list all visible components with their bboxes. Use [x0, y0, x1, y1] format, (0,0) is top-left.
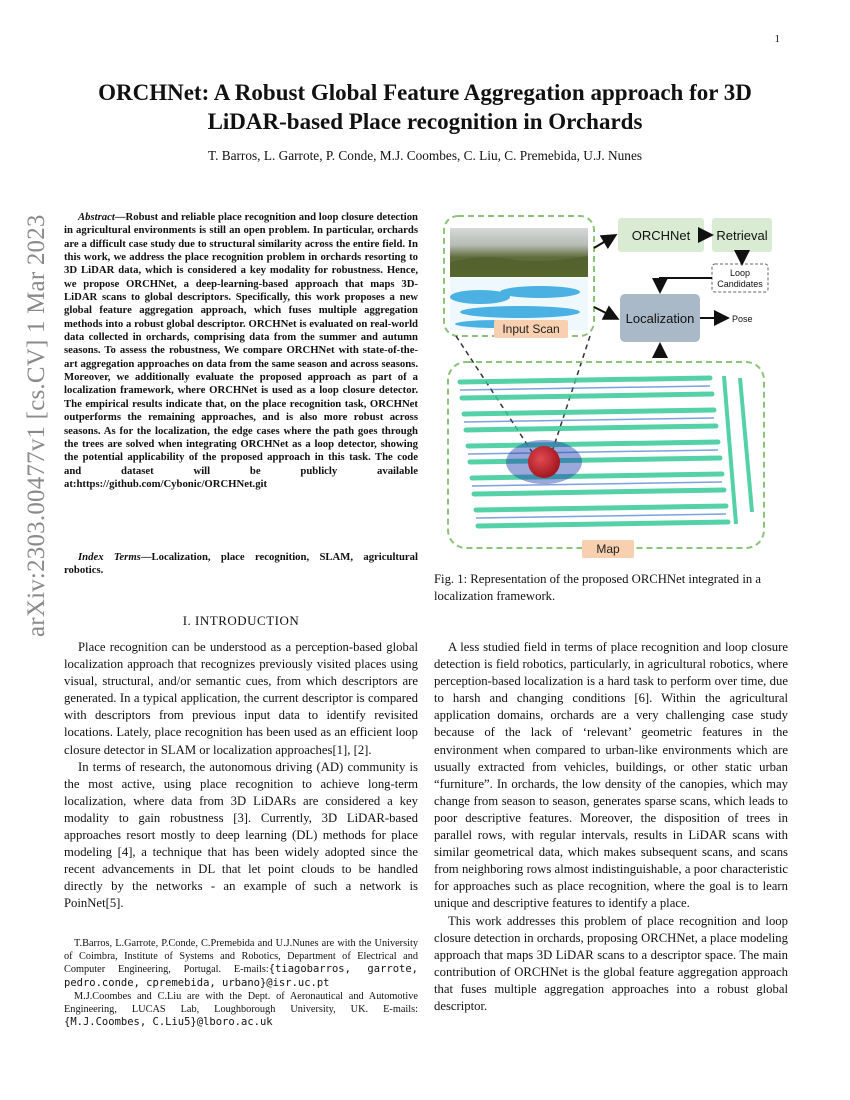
retrieval-label: Retrieval — [716, 228, 768, 243]
right-paragraph-1: A less studied field in terms of place recognition and loop closure detection is field robotics, particularly, in agricultural robotics, where perception-based localization is a hard task to perform over time, due to harsh and changing conditions [6]. Within the agricultural application domains, orchards are a very challenging case study because of the lack of ‘relevant’ geometric features in the environment when compared to urban-like environments which are usually extracted from vehicles, buildings, or other static urban “furniture”. In orchards, the low density of the canopies, which may change from season to season, generates sparse scans, which leads to poor descriptive features. Moreover, the disposition of trees in parallel rows, with regular intervals, results in LiDAR scans with similar geometrical data, which makes subsequent scans, and scans from neighboring rows almost indistinguishable, a poor characteristic for approaches such as place recognition, where the goal is to learn unique and descriptive features to identify a place. — [434, 640, 788, 911]
intro-paragraph-2: In terms of research, the autonomous driving (AD) community is the most active, using place recognition to achieve long-term localization, where data from 3D LiDARs are considered a key modality to gain robustness [3]. Currently, 3D LiDAR-based approaches resort mostly to deep learning (DL) methods for place modeling [4], a technique that has been widely adopted since the recent advancements in DL that let point clouds to be handled directly by the networks - an example of such a network is PoinNet[5]. — [64, 759, 418, 911]
arxiv-identifier: arXiv:2303.00477v1 [cs.CV] 1 Mar 2023 — [23, 214, 50, 637]
localization-label: Localization — [625, 311, 695, 326]
map-label: Map — [596, 542, 620, 556]
footnote-coimbra-emails-label: E-mails: — [233, 964, 269, 976]
title-line-1: ORCHNet: A Robust Global Feature Aggregation approach for 3D — [98, 80, 752, 105]
footnote-loughborough-emails: {M.J.Coombes, C.Liu5}@lboro.ac.uk — [64, 1016, 273, 1029]
pose-label: Pose — [732, 314, 753, 324]
right-column-text — [434, 639, 788, 1015]
footnote-loughborough-emails-label: E-mails: — [383, 1003, 418, 1015]
footnote-coimbra-text: T.Barros, L.Garrote, P.Conde, C.Premebida and U.J.Nunes are with the University of Coimbra, Institute of Systems and Robotics, Department of Electrical and Computer Engineering, Portugal. — [64, 938, 418, 976]
right-paragraph-2: This work addresses this problem of place recognition and loop closure detection in orchards, proposing ORCHNet, a place modeling approach that maps 3D LiDAR scans to a descriptor space. The main contribution of ORCHNet is the global feature aggregation approach that fuses multiple aggregation approaches into a robust global descriptor. — [434, 913, 788, 1013]
orchnet-label: ORCHNet — [631, 228, 691, 243]
index-terms — [64, 551, 418, 578]
footnote-loughborough — [64, 991, 418, 1030]
figure-1-caption: Fig. 1: Representation of the proposed ORCHNet integrated in a localization framework. — [434, 572, 761, 603]
author-list: T. Barros, L. Garrote, P. Conde, M.J. Coombes, C. Liu, C. Premebida, U.J. Nunes — [207, 148, 643, 163]
introduction-text — [64, 639, 418, 913]
index-terms-text: —Localization, place recognition, SLAM, agricultural robotics. — [64, 551, 418, 577]
paper-title — [60, 78, 790, 136]
figure-1 — [440, 212, 780, 564]
footnote-loughborough-text: M.J.Coombes and C.Liu are with the Dept. of Aeronautical and Automotive Engineering, LUCAS Lab, Loughborough University, UK. — [64, 990, 418, 1015]
abstract-label: Abstract — [78, 211, 115, 223]
intro-paragraph-1: Place recognition can be understood as a perception-based global localization approach that recognizes previously visited places using visual, structural, and/or semantic cues, from which descriptors are generated. In a typical application, the current descriptor is compared with descriptors from previous input data to identify revisited locations. Lately, place recognition has been used as an efficient loop closure detector in SLAM or localization approaches[1], [2]. — [64, 640, 418, 757]
page-number: 1 — [774, 33, 780, 45]
section-heading-introduction: I. INTRODUCTION — [182, 613, 300, 628]
robot-position-marker — [528, 446, 560, 478]
loop-candidates-line2: Candidates — [717, 279, 763, 289]
abstract-text: —Robust and reliable place recognition and loop closure detection in agricultural environments is still an open problem. In particular, orchards are a difficult case study due to structural similarity across the entire field. In this work, we address the place recognition problem in orchards resorting to 3D LiDAR data, which is considered a key modality for robustness. Hence, we propose ORCHNet, a deep-learning-based approach that maps 3D-LiDAR scans to global descriptors. Specifically, this work proposes a new global feature aggregation approach, which fuses multiple aggregation methods into a robust global descriptor. ORCHNet is evaluated on real-world data collected in orchards, comprising data from the summer and autumn seasons. To assess the robustness, We compare ORCHNet with state-of-the-art aggregation approaches on data from the same season and across seasons. Moreover, we additionally evaluate the proposed approach as part of a localization framework, where ORCHNet is used as a loop closure detector. The empirical results indicate that, on the place recognition task, ORCHNet outperforms the remaining approaches, and is also more robust across seasons. As for the localization, the edge cases where the path goes through the trees are solved when integrating ORCHNet as a loop detector, showing the potential applicability of the proposed approach in this task. The code and dataset will be publicly available at:https://github.com/Cybonic/ORCHNet.git — [64, 211, 418, 490]
figure-1-diagram — [440, 212, 780, 564]
footnote-coimbra — [64, 938, 418, 991]
footnote-coimbra-emails: {tiagobarros, garrote, pedro.conde, cpremebida, urbano}@isr.uc.pt — [64, 963, 418, 990]
index-terms-label: Index Terms — [78, 551, 141, 563]
input-scan-label: Input Scan — [502, 322, 560, 336]
abstract — [64, 211, 418, 491]
title-line-2: LiDAR-based Place recognition in Orchards — [207, 109, 643, 134]
author-footnote — [64, 938, 418, 1030]
loop-candidates-line1: Loop — [729, 268, 751, 278]
